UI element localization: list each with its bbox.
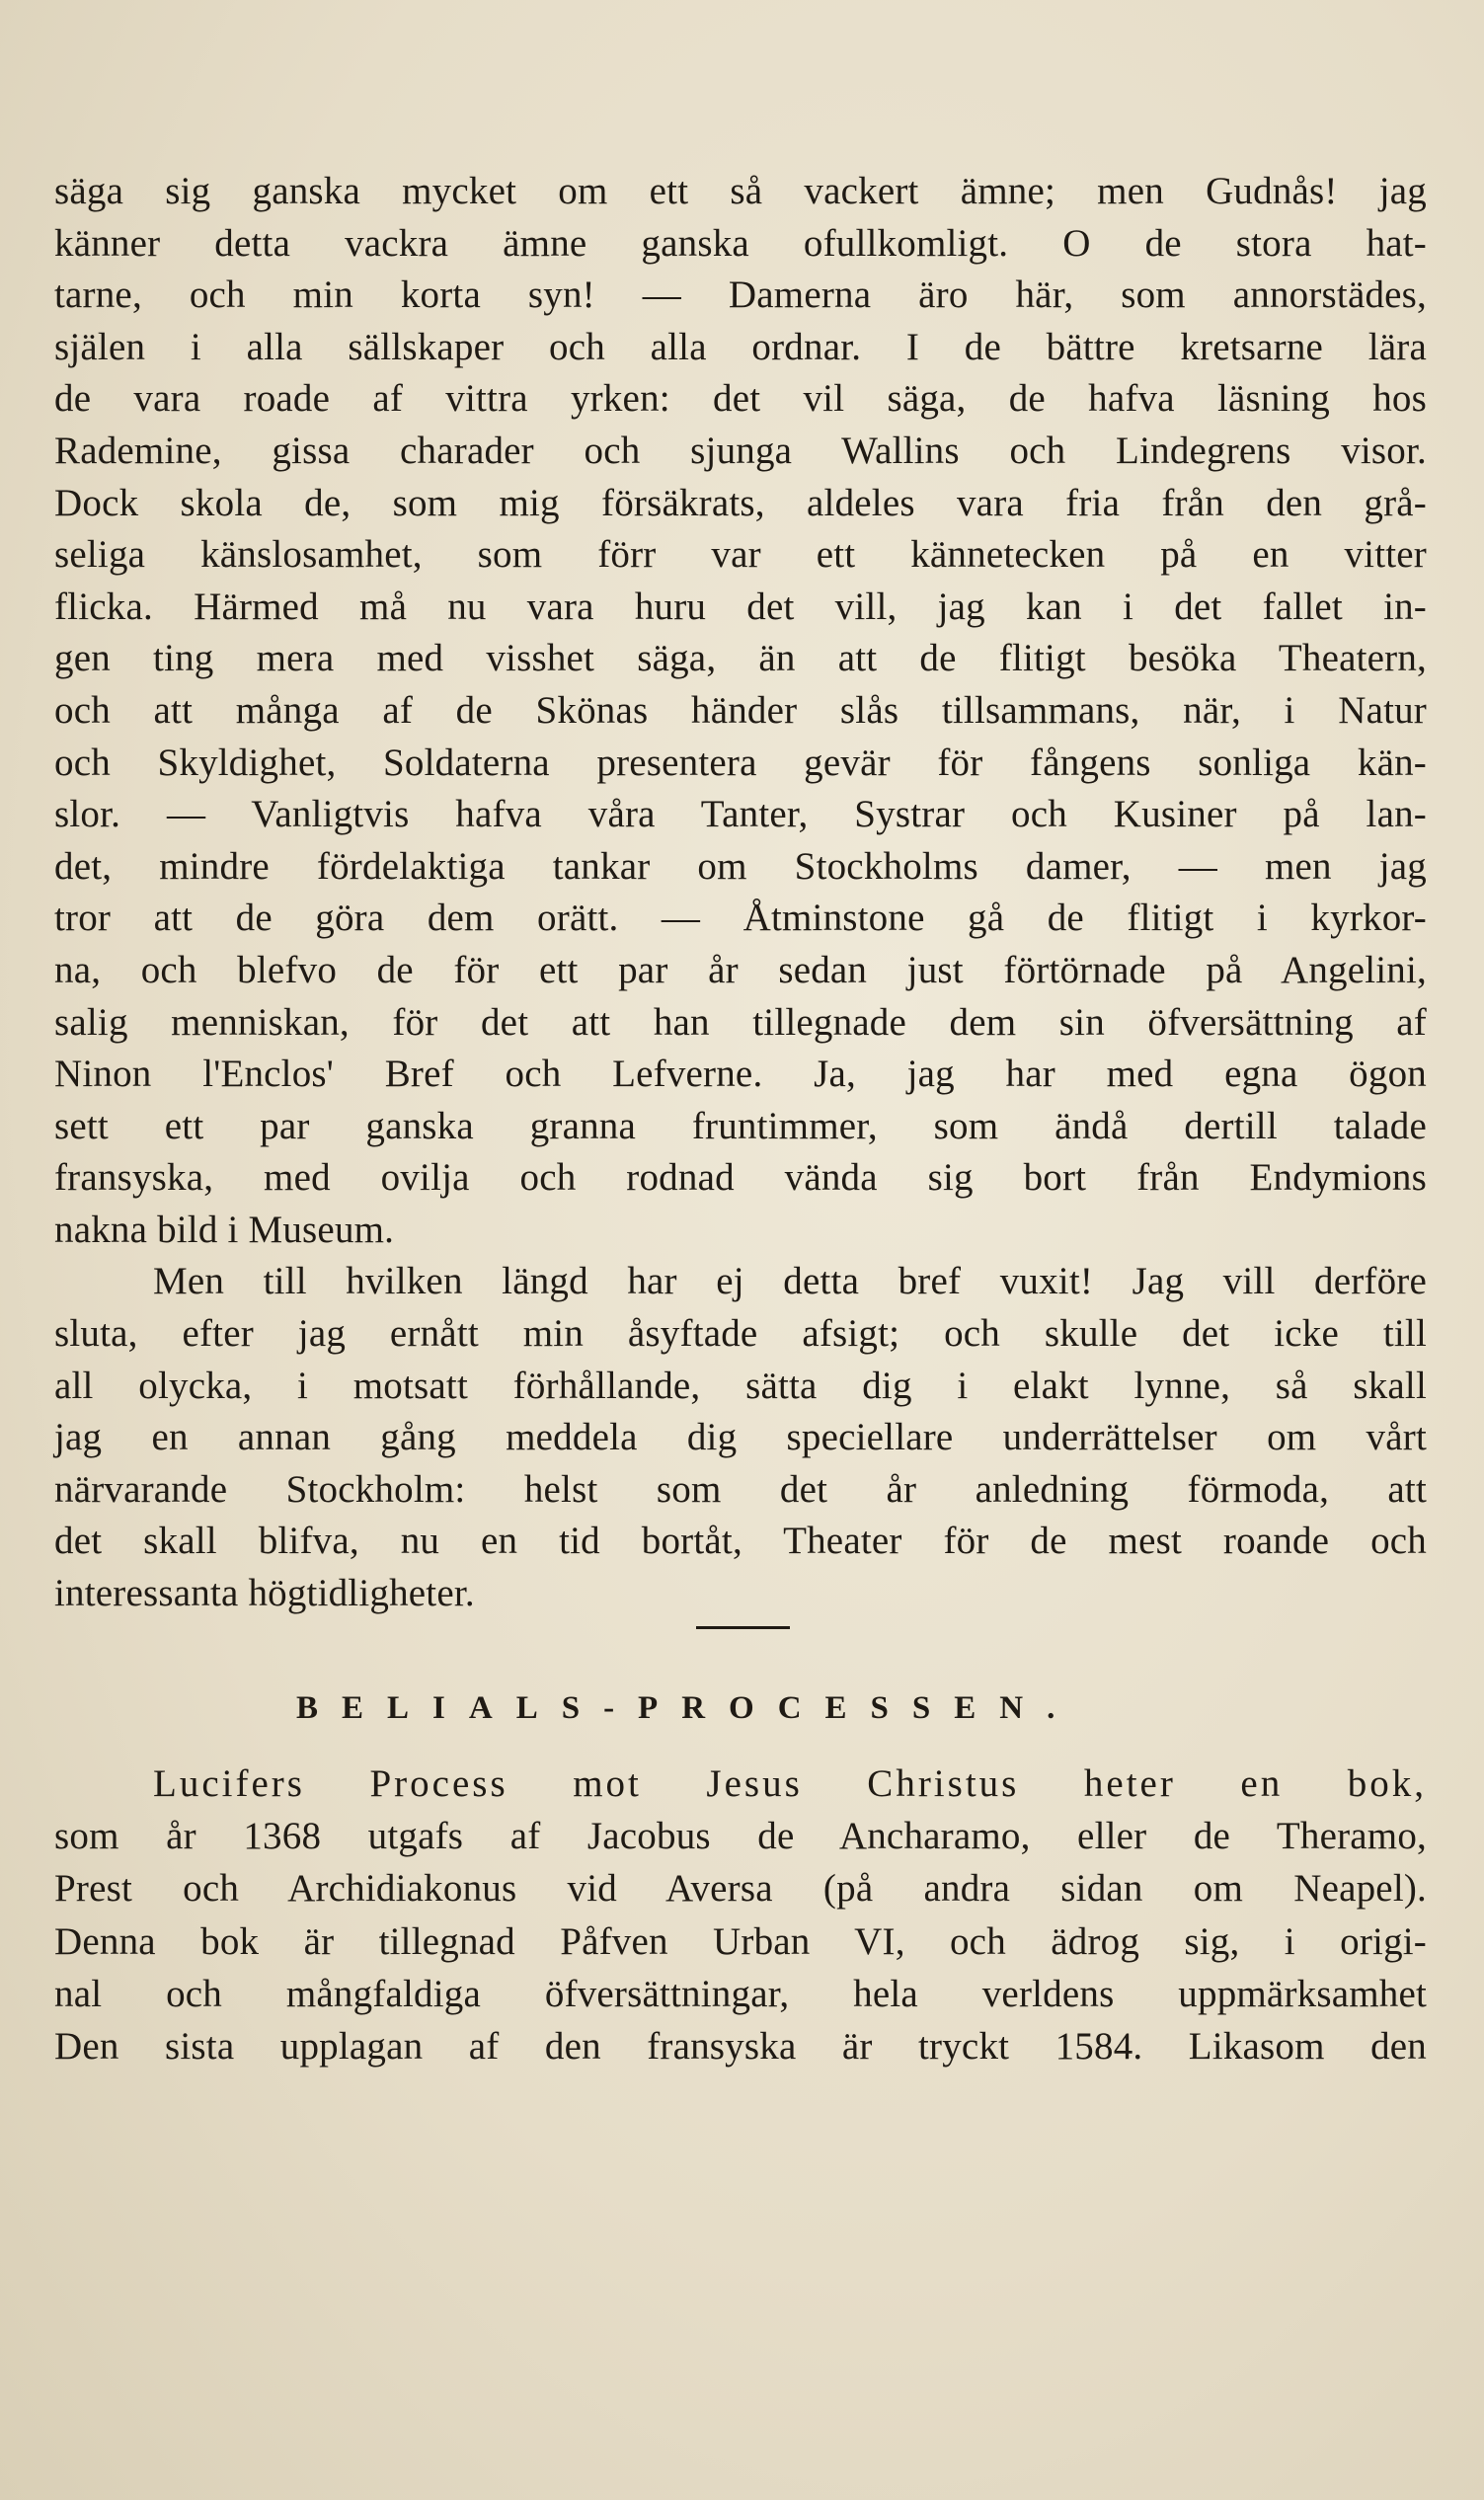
text-line: Lucifers Process mot Jesus Christus heter en bok,: [153, 1762, 1427, 1805]
text-line: tarne, och min korta syn! — Damerna äro här, som annorstädes,: [54, 273, 1427, 317]
text-line: flicka. Härmed må nu vara huru det vill, jag kan i det fallet in-: [54, 585, 1427, 628]
text-line: det skall blifva, nu en tid bortåt, Theater för de mest roande och: [54, 1520, 1427, 1563]
text-line: na, och blefvo de för ett par år sedan just förtörnade på Angelini,: [54, 948, 1427, 991]
text-line: Rademine, gissa charader och sjunga Wallins och Lindegrens visor.: [54, 429, 1427, 472]
text-line: nal och mångfaldiga öfversättningar, hela verldens uppmärksamhet: [54, 1972, 1427, 2015]
text-line: själen i alla sällskaper och alla ordnar. I de bättre kretsarne lära: [54, 325, 1427, 368]
text-line: Dock skola de, som mig försäkrats, aldeles vara fria från den grå-: [54, 481, 1427, 524]
text-line: Prest och Archidiakonus vid Aversa (på andra sidan om Neapel).: [54, 1867, 1427, 1911]
text-line: Denna bok är tillegnad Påfven Urban VI, och ädrog sig, i origi-: [54, 1919, 1427, 1963]
text-line: all olycka, i motsatt förhållande, sätta dig i elakt lynne, så skall: [54, 1364, 1427, 1407]
text-line: Men till hvilken längd har ej detta bref vuxit! Jag vill derföre: [153, 1260, 1427, 1303]
text-line: som år 1368 utgafs af Jacobus de Ancharamo, eller de Theramo,: [54, 1815, 1427, 1858]
text-line: närvarande Stockholm: helst som det år anledning förmoda, att: [54, 1467, 1427, 1511]
text-line: de vara roade af vittra yrken: det vil säga, de hafva läsning hos: [54, 377, 1427, 421]
text-line: och Skyldighet, Soldaterna presentera gevär för fångens sonliga kän-: [54, 741, 1427, 784]
text-line: gen ting mera med visshet säga, än att de flitigt besöka Theatern,: [54, 637, 1427, 680]
section-divider: [696, 1626, 790, 1629]
text-line: salig menniskan, för det att han tillegnade dem sin öfversättning af: [54, 1000, 1427, 1044]
text-line: sett ett par ganska granna fruntimmer, som ändå dertill talade: [54, 1104, 1427, 1147]
text-line: seliga känslosamhet, som förr var ett kännetecken på en vitter: [54, 533, 1427, 577]
paragraph-3: [54, 1758, 1427, 2072]
text-line: känner detta vackra ämne ganska ofullkomligt. O de stora hat-: [54, 221, 1427, 265]
text-line: jag en annan gång meddela dig speciellare underrättelser om vårt: [54, 1416, 1427, 1459]
text-line: sluta, efter jag ernått min åsyftade afsigt; och skulle det icke till: [54, 1312, 1427, 1356]
text-line: det, mindre fördelaktiga tankar om Stockholms damer, — men jag: [54, 844, 1427, 888]
paragraph-1: [54, 166, 1427, 1620]
text-line: Den sista upplagan af den fransyska är tryckt 1584. Likasom den: [54, 2024, 1427, 2068]
text-line: tror att de göra dem orätt. — Åtminstone gå de flitigt i kyrkor-: [54, 897, 1427, 940]
section-heading: BELIALS-PROCESSEN.: [296, 1690, 1079, 1726]
text-line: Ninon l'Enclos' Bref och Lefverne. Ja, jag har med egna ögon: [54, 1053, 1427, 1096]
text-line: säga sig ganska mycket om ett så vackert ämne; men Gudnås! jag: [54, 170, 1427, 212]
text-line: nakna bild i Museum.: [54, 1208, 395, 1251]
text-line: och att många af de Skönas händer slås tillsammans, när, i Natur: [54, 688, 1427, 732]
text-line: fransyska, med ovilja och rodnad vända sig bort från Endymions: [54, 1156, 1427, 1200]
text-line: slor. — Vanligtvis hafva våra Tanter, Systrar och Kusiner på lan-: [54, 793, 1427, 836]
text-line: interessanta högtidligheter.: [54, 1572, 475, 1615]
